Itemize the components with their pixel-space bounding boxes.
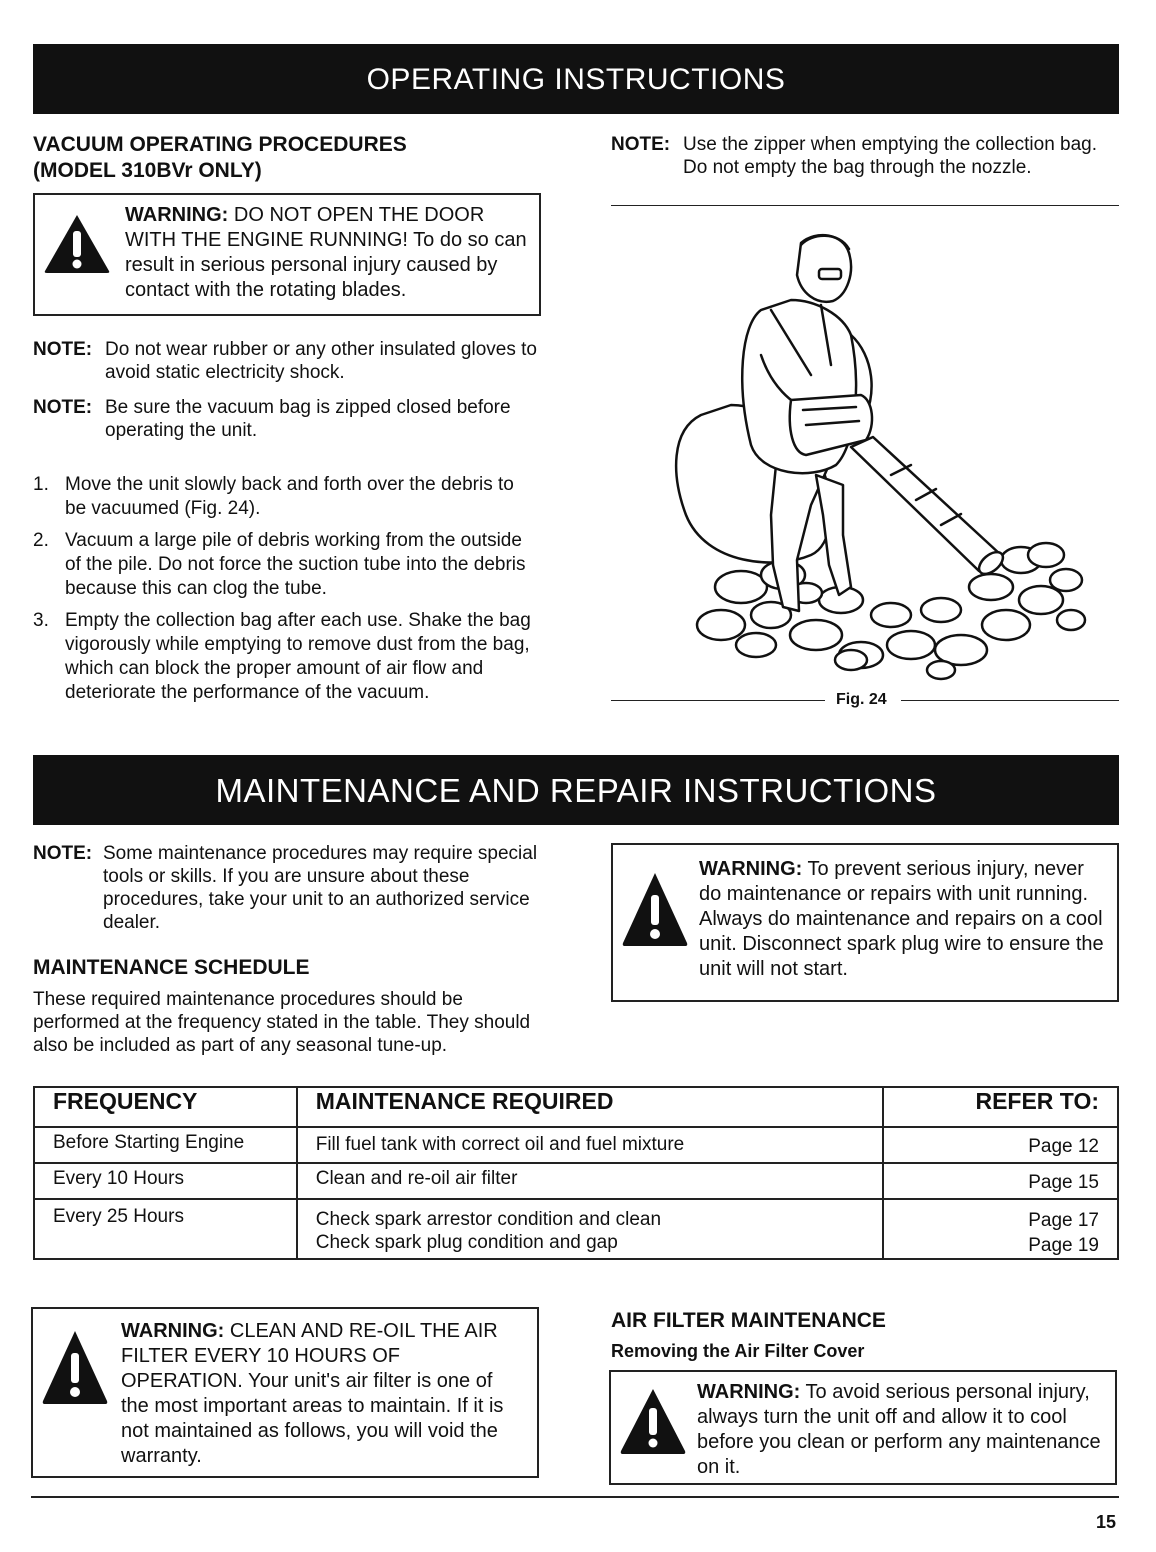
task-line: Clean and re-oil air filter	[315, 1168, 518, 1189]
warning-triangle-icon	[619, 1386, 687, 1461]
step-number: 1.	[33, 474, 49, 495]
warning-triangle-icon	[41, 1327, 109, 1412]
refer-line: Page 15	[1028, 1172, 1099, 1193]
note-label: NOTE:	[33, 397, 93, 418]
door-warning-box	[33, 193, 541, 316]
refer-cell	[883, 1199, 1118, 1259]
door-warning-text	[125, 203, 527, 303]
warning-triangle-icon	[621, 869, 689, 954]
warning-label: WARNING:	[697, 1381, 801, 1403]
list-item	[33, 473, 533, 521]
caption-rule-right	[901, 700, 1119, 701]
refer-cell	[883, 1127, 1118, 1163]
refer-line: Page 12	[1028, 1136, 1099, 1157]
banner-title: OPERATING INSTRUCTIONS	[366, 63, 786, 96]
frequency-cell: Every 25 Hours	[34, 1199, 297, 1259]
column-header-refer: REFER TO:	[883, 1087, 1118, 1127]
zipper-note	[611, 133, 1111, 179]
vacuum-notes	[33, 338, 543, 442]
frequency-cell: Before Starting Engine	[34, 1127, 297, 1163]
step-text: Vacuum a large pile of debris working from the outside of the pile. Do not force the suction tube into the debris because this can clog the tube.	[65, 530, 526, 599]
cover-warning-text	[697, 1380, 1103, 1480]
maintenance-schedule-title: MAINTENANCE SCHEDULE	[33, 956, 310, 979]
air-filter-title: AIR FILTER MAINTENANCE	[611, 1309, 886, 1332]
note-text: Use the zipper when emptying the collection bag. Do not empty the bag through the nozzle.	[683, 134, 1098, 178]
air-filter-warning-box	[31, 1307, 539, 1478]
maintenance-warning-box	[611, 843, 1119, 1002]
maintenance-schedule-table	[33, 1086, 1119, 1260]
warning-body: To avoid serious personal injury, always turn the unit off and allow it to cool before you clean or perform any maintenance on it.	[697, 1381, 1101, 1478]
footer-rule	[31, 1496, 1119, 1498]
refer-line: Page 17	[1028, 1210, 1099, 1231]
step-number: 3.	[33, 610, 49, 631]
column-header-frequency: FREQUENCY	[34, 1087, 297, 1127]
column-header-maintenance: MAINTENANCE REQUIRED	[297, 1087, 884, 1127]
note-bag-zipped	[33, 396, 543, 442]
caption-rule-left	[611, 700, 825, 701]
note-gloves	[33, 338, 543, 384]
banner-title: MAINTENANCE AND REPAIR INSTRUCTIONS	[215, 772, 937, 809]
debris-pile	[697, 543, 1085, 679]
step-number: 2.	[33, 530, 49, 551]
air-filter-warning-text	[121, 1319, 525, 1469]
operating-instructions-banner	[33, 44, 1119, 114]
warning-label: WARNING:	[125, 204, 229, 226]
figure-caption-row	[611, 690, 1119, 710]
vacuum-steps-list	[33, 473, 533, 713]
table-row	[34, 1199, 1118, 1259]
note-label: NOTE:	[33, 843, 93, 864]
operator-head	[797, 235, 851, 302]
task-line: Fill fuel tank with correct oil and fuel mixture	[315, 1134, 685, 1155]
note-label: NOTE:	[611, 134, 671, 155]
task-cell	[297, 1199, 884, 1259]
warning-body: DO NOT OPEN THE DOOR WITH THE ENGINE RUNNING! To do so can result in serious personal injury caused by contact with the rotating blades.	[125, 204, 527, 301]
maintenance-warning-text	[699, 857, 1105, 982]
page-number: 15	[1095, 1512, 1116, 1532]
note-text: Be sure the vacuum bag is zipped closed before operating the unit.	[105, 397, 511, 441]
table-row	[34, 1163, 1118, 1199]
note-text: Do not wear rubber or any other insulated gloves to avoid static electricity shock.	[105, 339, 537, 383]
maintenance-banner	[33, 755, 1119, 825]
note-label: NOTE:	[33, 339, 93, 360]
step-text: Move the unit slowly back and forth over the debris to be vacuumed (Fig. 24).	[65, 474, 514, 519]
refer-cell	[883, 1163, 1118, 1199]
list-item	[33, 609, 533, 705]
warning-body: To prevent serious injury, never do maintenance or repairs with unit running. Always do maintenance and repairs on a cool unit. Disconnect spark plug wire to ensure the unit will not start.	[699, 858, 1104, 980]
warning-triangle-icon	[43, 213, 111, 280]
warning-label: WARNING:	[121, 1320, 225, 1342]
task-line: Check spark arrestor condition and clean	[315, 1209, 662, 1230]
warning-body: CLEAN AND RE-OIL THE AIR FILTER EVERY 10 HOURS OF OPERATION. Your unit's air filter is one of the most important areas to maintain. If it is not maintained as follows, you will void the warranty.	[121, 1320, 504, 1467]
vacuum-title-line1: VACUUM OPERATING PROCEDURES	[33, 133, 407, 156]
table-header-row	[34, 1087, 1118, 1127]
table-row	[34, 1127, 1118, 1163]
list-item	[33, 529, 533, 601]
task-line: Check spark plug condition and gap	[315, 1232, 618, 1253]
maintenance-note	[33, 842, 543, 934]
figure-24-illustration	[611, 215, 1119, 685]
air-filter-subtitle: Removing the Air Filter Cover	[611, 1341, 865, 1361]
task-cell	[297, 1127, 884, 1163]
vacuum-title-line2: (MODEL 310BVr ONLY)	[33, 159, 262, 182]
step-text: Empty the collection bag after each use. Shake the bag vigorously while emptying to remove dust from the bag, which can block the proper amount of air flow and deteriorate the performance of the vacuum.	[65, 610, 531, 703]
schedule-intro: These required maintenance procedures should be performed at the frequency stated in the table. They should also be included as part of any seasonal tune-up.	[33, 989, 531, 1056]
warning-label: WARNING:	[699, 858, 803, 880]
note-text: Some maintenance procedures may require special tools or skills. If you are unsure about these procedures, take your unit to an authorized service dealer.	[103, 843, 538, 933]
vacuum-section-title	[33, 132, 573, 184]
suction-tube	[851, 437, 1007, 578]
frequency-cell: Every 10 Hours	[34, 1163, 297, 1199]
figure-caption: Fig. 24	[836, 691, 887, 708]
task-cell	[297, 1163, 884, 1199]
figure-top-rule	[611, 205, 1119, 206]
cover-warning-box	[609, 1370, 1117, 1485]
refer-line: Page 19	[1028, 1235, 1099, 1256]
